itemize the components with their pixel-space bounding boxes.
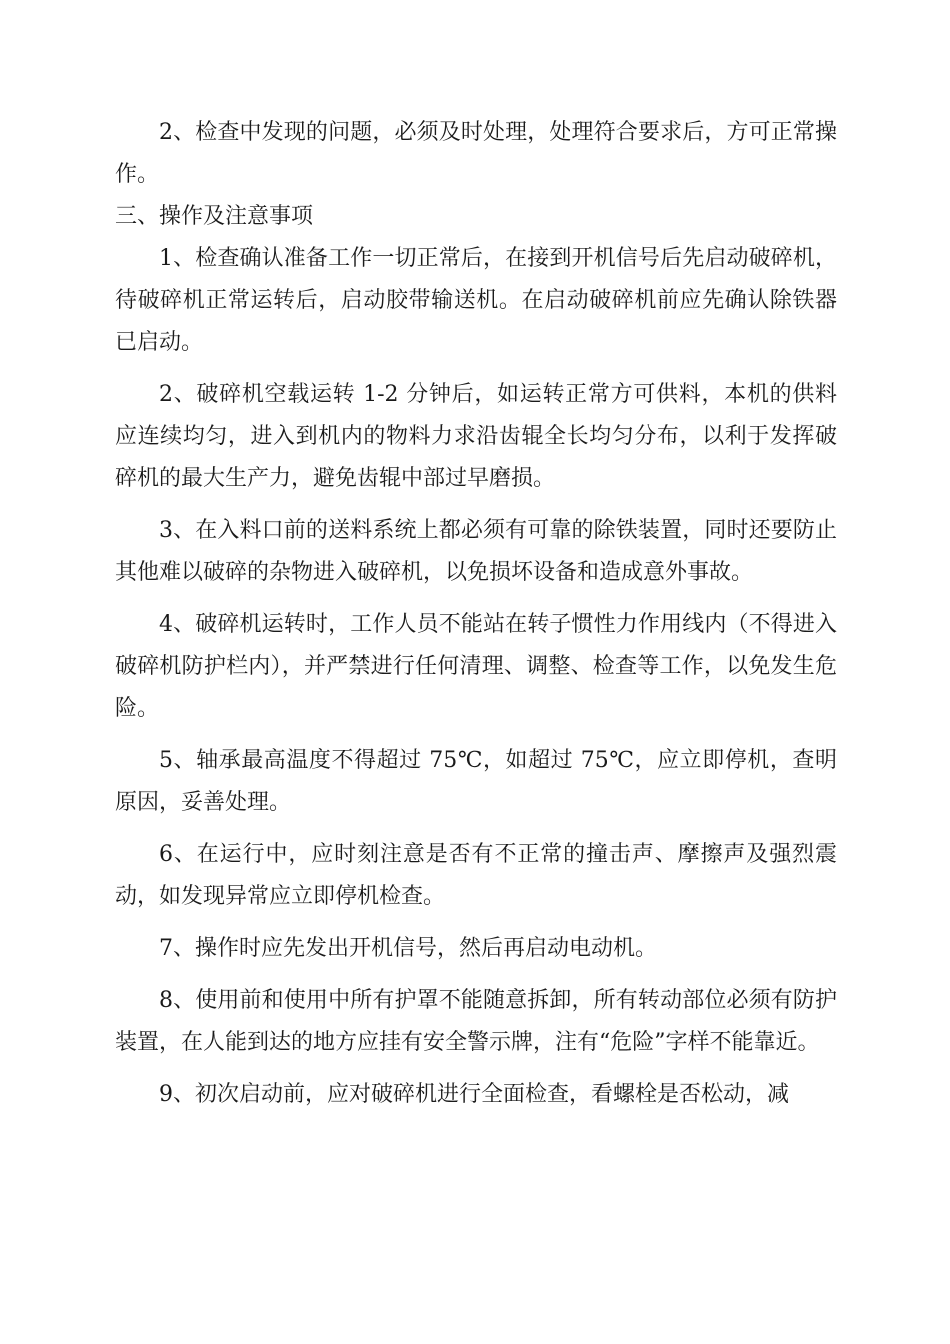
document-body xyxy=(115,112,837,1116)
section-heading-operation: 三、操作及注意事项 xyxy=(115,204,314,229)
paragraph-item-3: 3、在入料口前的送料系统上都必须有可靠的除铁装置，同时还要防止其他难以破碎的杂物进入破碎机，以免损坏设备和造成意外事故。 xyxy=(115,518,837,585)
paragraph-item-1: 1、检查确认准备工作一切正常后，在接到开机信号后先启动破碎机，待破碎机正常运转后，启动胶带输送机。在启动破碎机前应先确认除铁器已启动。 xyxy=(115,246,837,355)
paragraph-item-4: 4、破碎机运转时，工作人员不能站在转子惯性力作用线内（不得进入破碎机防护栏内），并严禁进行任何清理、调整、检查等工作，以免发生危险。 xyxy=(115,612,837,721)
paragraph-item-7: 7、操作时应先发出开机信号，然后再启动电动机。 xyxy=(159,936,657,961)
paragraph-item-8: 8、使用前和使用中所有护罩不能随意拆卸，所有转动部位必须有防护装置，在人能到达的地方应挂有安全警示牌，注有“危险”字样不能靠近。 xyxy=(115,988,837,1055)
paragraph-item-6: 6、在运行中，应时刻注意是否有不正常的撞击声、摩擦声及强烈震动，如发现异常应立即停机检查。 xyxy=(115,842,837,909)
paragraph-item-5: 5、轴承最高温度不得超过 75℃，如超过 75℃，应立即停机，查明原因，妥善处理。 xyxy=(115,748,837,815)
paragraph-item-2: 2、破碎机空载运转 1-2 分钟后，如运转正常方可供料，本机的供料应连续均匀，进入到机内的物料力求沿齿辊全长均匀分布，以利于发挥破碎机的最大生产力，避免齿辊中部过早磨损。 xyxy=(115,382,837,491)
paragraph-check-issues: 2、检查中发现的问题，必须及时处理，处理符合要求后，方可正常操作。 xyxy=(115,120,837,187)
paragraph-item-9: 9、初次启动前，应对破碎机进行全面检查，看螺栓是否松动，减 xyxy=(159,1082,789,1107)
